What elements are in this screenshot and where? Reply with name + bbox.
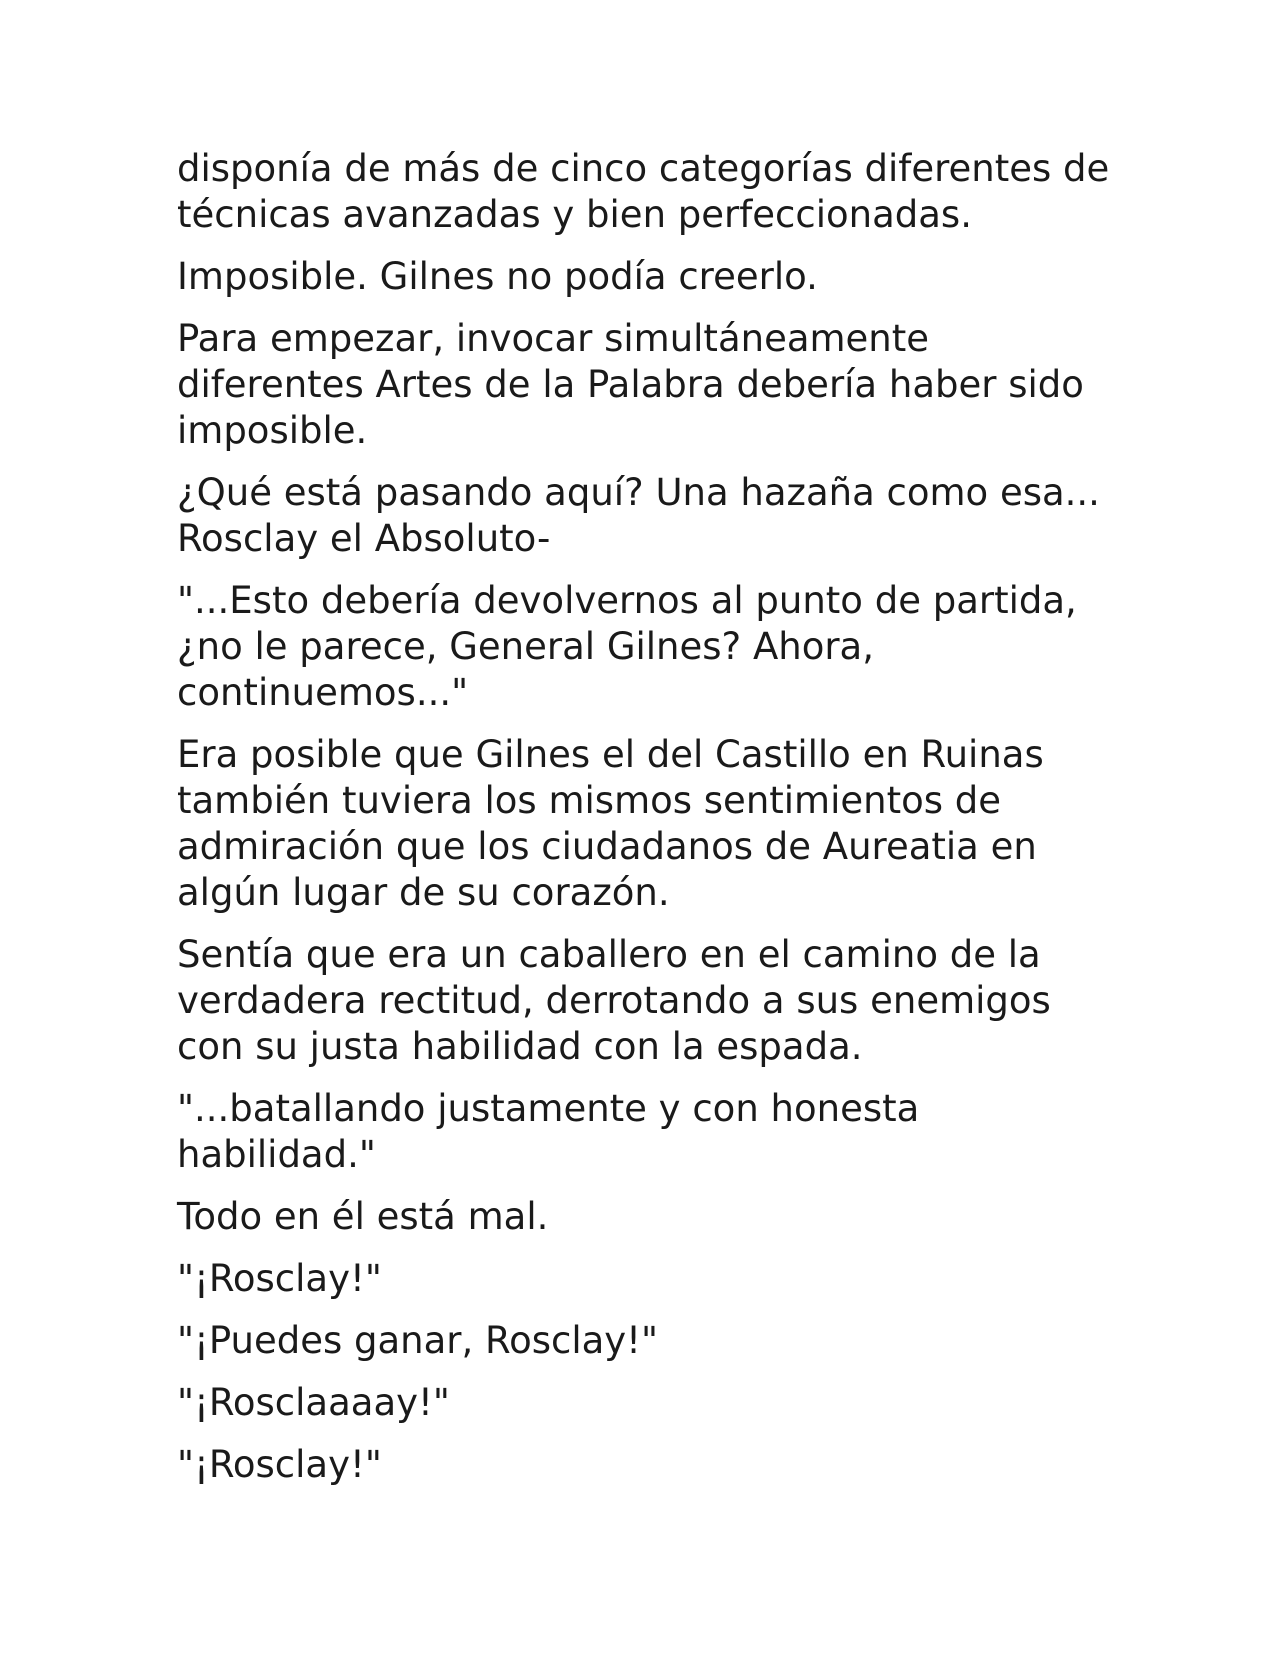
paragraph: Todo en él está mal. [177, 1195, 549, 1238]
paragraph: "¡Puedes ganar, Rosclay!" [177, 1319, 659, 1362]
paragraph: "¡Rosclaaaay!" [177, 1381, 450, 1424]
paragraph: Sentía que era un caballero en el camino de la verdadera rectitud, derrotando a sus enemigos con su justa habilidad con la espada. [177, 933, 1051, 1068]
paragraph: Para empezar, invocar simultáneamente diferentes Artes de la Palabra debería haber sido imposible. [177, 317, 1084, 452]
paragraph: "¡Rosclay!" [177, 1443, 382, 1486]
paragraph: Era posible que Gilnes el del Castillo en Ruinas también tuviera los mismos sentimientos de admiración que los ciudadanos de Aureatia en algún lugar de su corazón. [177, 733, 1044, 914]
paragraph: ¿Qué está pasando aquí? Una hazaña como esa... Rosclay el Absoluto- [177, 471, 1100, 560]
paragraph: disponía de más de cinco categorías diferentes de técnicas avanzadas y bien perfeccionadas. [177, 147, 1110, 236]
paragraph: Imposible. Gilnes no podía creerlo. [177, 255, 818, 298]
paragraph: "...Esto debería devolvernos al punto de partida, ¿no le parece, General Gilnes? Ahora, continuemos..." [177, 579, 1077, 714]
body-text [177, 146, 1117, 1504]
paragraph: "¡Rosclay!" [177, 1257, 382, 1300]
paragraph: "...batallando justamente y con honesta habilidad." [177, 1087, 920, 1176]
